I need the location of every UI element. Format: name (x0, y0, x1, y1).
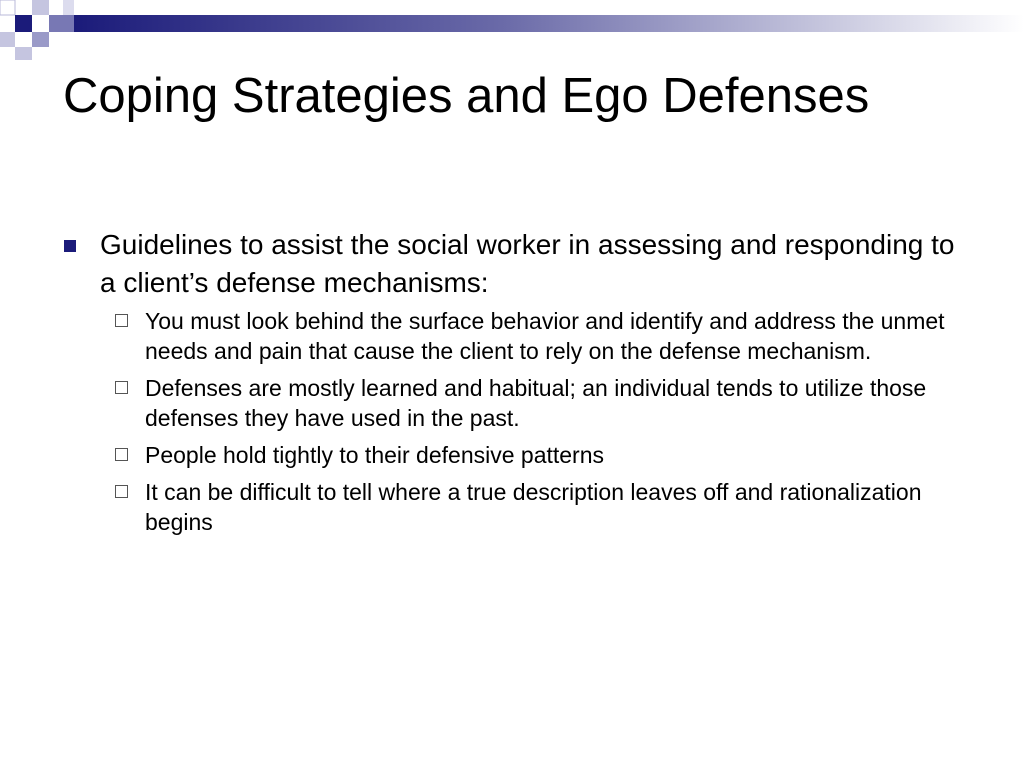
sub-bullet-item (64, 440, 955, 470)
hollow-square-bullet-icon (115, 314, 128, 327)
header-gradient-bar (0, 0, 1024, 60)
sub-bullet-item (64, 306, 955, 366)
bullet-item (64, 226, 964, 302)
slide-content (64, 226, 964, 544)
hollow-square-bullet-icon (115, 448, 128, 461)
sub-bullet-text: It can be difficult to tell where a true description leaves off and rationalization begins (145, 479, 922, 535)
sub-bullet-text: People hold tightly to their defensive patterns (145, 442, 605, 468)
square-bullet-icon (64, 240, 76, 252)
sub-bullet-text: You must look behind the surface behavior and identify and address the unmet needs and pain that cause the client to rely on the defense mechanism. (145, 308, 945, 364)
sub-bullet-item (64, 373, 955, 433)
header-decoration (0, 0, 1024, 60)
sub-bullet-list (64, 306, 964, 537)
slide-title: Coping Strategies and Ego Defenses (63, 69, 870, 123)
sub-bullet-text: Defenses are mostly learned and habitual; an individual tends to utilize those defenses they have used in the past. (145, 375, 927, 431)
bullet-text: Guidelines to assist the social worker in assessing and responding to a client’s defense mechanisms: (100, 229, 955, 298)
hollow-square-bullet-icon (115, 381, 128, 394)
sub-bullet-item (64, 477, 955, 537)
hollow-square-bullet-icon (115, 485, 128, 498)
